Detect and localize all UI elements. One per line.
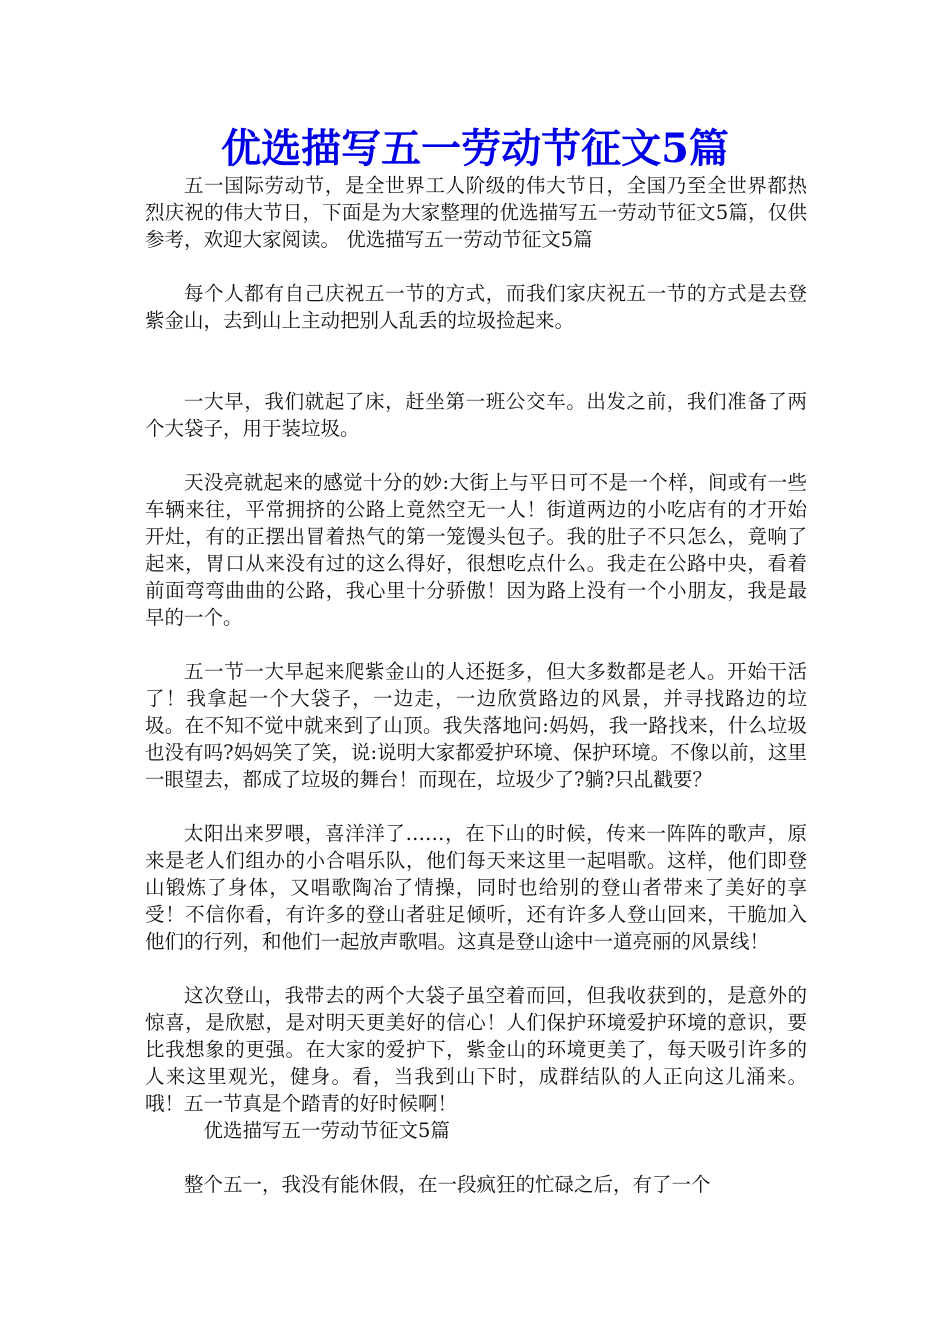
paragraph-spacer: [145, 253, 807, 280]
section-heading: 优选描写五一劳动节征文5篇: [203, 1119, 450, 1142]
paragraph-spacer: [145, 793, 807, 820]
body-paragraph: 一大早，我们就起了床，赶坐第一班公交车。出发之前，我们准备了两个大袋子，用于装垃圾。: [145, 390, 807, 440]
body-paragraph: 太阳出来罗喂，喜洋洋了……，在下山的时候，传来一阵阵的歌声，原来是老人们组办的小合唱乐队，他们每天来这里一起唱歌。这样，他们即登山锻炼了身体，又唱歌陶冶了情操，同时也给别的登山者带来了美好的享受！不信你看，有许多的登山者驻足倾听，还有许多人登山回来，干脆加入他们的行列，和他们一起放声歌唱。这真是登山途中一道亮丽的风景线！: [145, 822, 807, 953]
body-paragraph: 整个五一，我没有能休假，在一段疯狂的忙碌之后，有了一个: [184, 1173, 711, 1196]
paragraph-spacer: [145, 334, 807, 388]
paragraph-spacer: [145, 955, 807, 982]
body-paragraph: 五一节一大早起来爬紫金山的人还挺多，但大多数都是老人。开始干活了！我拿起一个大袋子，一边走，一边欣赏路边的风景，并寻找路边的垃圾。在不知不觉中就来到了山顶。我失落地问:妈妈，我一路找来，什么垃圾也没有吗?妈妈笑了笑，说:说明大家都爱护环境、保护环境。不像以前，这里一眼望去，都成了垃圾的舞台！而现在，垃圾少了?躺?只乩戳要？: [145, 660, 807, 791]
body-paragraph: 这次登山，我带去的两个大袋子虽空着而回，但我收获到的，是意外的惊喜，是欣慰，是对明天更美好的信心！人们保护环境爱护环境的意识，要比我想象的更强。在大家的爱护下，紫金山的环境更美了，每天吸引许多的人来这里观光，健身。看，当我到山下时，成群结队的人正向这儿涌来。哦！五一节真是个踏青的好时候啊！: [145, 984, 807, 1115]
paragraph-spacer: [145, 442, 807, 469]
intro-paragraph: 五一国际劳动节，是全世界工人阶级的伟大节日，全国乃至全世界都热烈庆祝的伟大节日，下面是为大家整理的优选描写五一劳动节征文5篇，仅供参考，欢迎大家阅读。 优选描写五一劳动节征文5篇: [145, 174, 807, 251]
body-paragraph: 每个人都有自己庆祝五一节的方式，而我们家庆祝五一节的方式是去登紫金山，去到山上主动把别人乱丢的垃圾捡起来。: [145, 282, 807, 332]
body-paragraph: 天没亮就起来的感觉十分的妙:大街上与平日可不是一个样，间或有一些车辆来往，平常拥挤的公路上竟然空无一人！街道两边的小吃店有的才开始开灶，有的正摆出冒着热气的第一笼馒头包子。我的肚子不只怎么，竟响了起来，胃口从来没有过的这么得好，很想吃点什么。我走在公路中央，看着前面弯弯曲曲的公路，我心里十分骄傲！因为路上没有一个小朋友，我是最早的一个。: [145, 471, 807, 629]
document-title: 优选描写五一劳动节征文5篇: [221, 125, 729, 172]
paragraph-spacer: [145, 631, 807, 658]
document-body: [145, 172, 807, 1198]
paragraph-spacer: [145, 1144, 807, 1171]
